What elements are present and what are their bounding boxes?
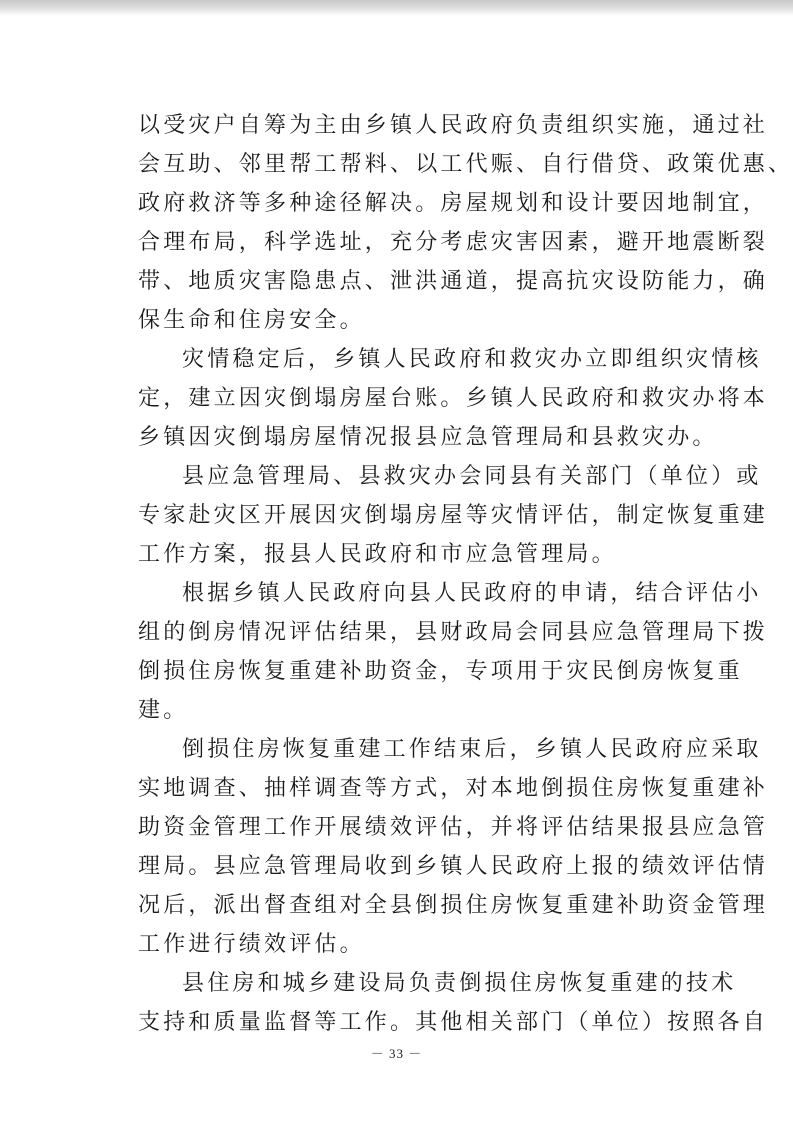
text-line: 倒损住房恢复重建工作结束后，乡镇人民政府应采取 [182,737,762,762]
text-line: 倒损住房恢复重建补助资金，专项用于灾民倒房恢复重 [138,659,743,684]
text-line: 助资金管理工作开展绩效评估，并将评估结果报县应急管 [138,815,769,840]
text-line: 工作方案，报县人民政府和市应急管理局。 [138,542,617,567]
text-line: 会互助、邻里帮工帮料、以工代赈、自行借贷、政策优惠、 [138,152,793,177]
page-number: － 33 － [370,1046,423,1061]
text-line: 带、地质灾害隐患点、泄洪通道，提高抗灾设防能力，确 [138,269,769,294]
text-line: 合理布局，科学选址，充分考虑灾害因素，避开地震断裂 [138,230,769,255]
text-line: 保生命和住房安全。 [138,308,365,333]
text-line: 定，建立因灾倒塌房屋台账。乡镇人民政府和救灾办将本 [138,386,769,411]
text-line: 专家赴灾区开展因灾倒塌房屋等灾情评估，制定恢复重建 [138,503,769,528]
text-line: 理局。县应急管理局收到乡镇人民政府上报的绩效评估情 [138,854,769,879]
text-line: 组的倒房情况评估结果，县财政局会同县应急管理局下拨 [138,620,769,645]
text-line: 根据乡镇人民政府向县人民政府的申请，结合评估小 [182,581,762,606]
text-line: 工作进行绩效评估。 [138,932,365,957]
text-line: 支持和质量监督等工作。其他相关部门（单位）按照各自 [138,1010,769,1035]
text-line: 以受灾户自筹为主由乡镇人民政府负责组织实施，通过社 [138,113,769,138]
text-line: 政府救济等多种途径解决。房屋规划和设计要因地制宜， [138,191,769,216]
text-line: 县应急管理局、县救灾办会同县有关部门（单位）或 [182,464,762,489]
text-line: 实地调查、抽样调查等方式，对本地倒损住房恢复重建补 [138,776,769,801]
text-line: 建。 [138,698,189,723]
text-line: 况后，派出督查组对全县倒损住房恢复重建补助资金管理 [138,893,769,918]
text-line: 乡镇因灾倒塌房屋情况报县应急管理局和县救灾办。 [138,425,718,450]
text-line: 灾情稳定后，乡镇人民政府和救灾办立即组织灾情核 [182,347,762,372]
scan-top-edge [0,0,793,16]
text-line: 县住房和城乡建设局负责倒损住房恢复重建的技术 [182,971,737,996]
